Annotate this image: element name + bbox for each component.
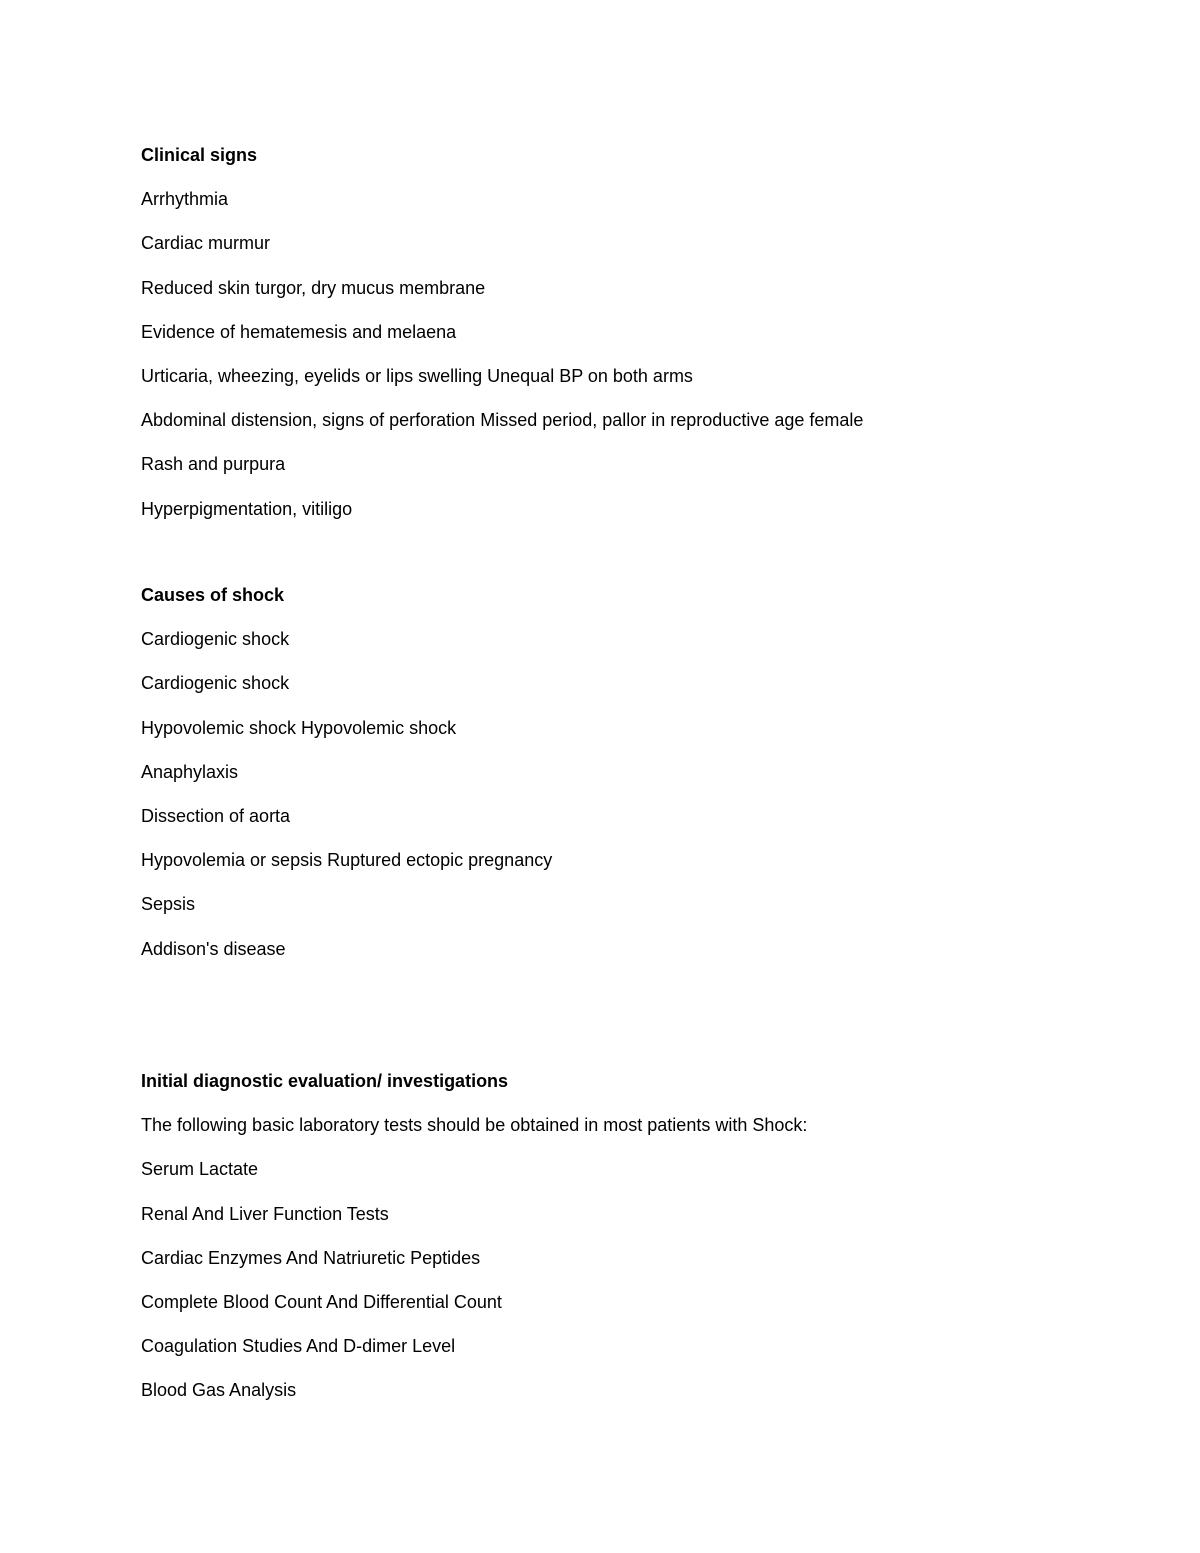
investigations-heading: Initial diagnostic evaluation/ investigations: [141, 1071, 509, 1091]
investigation-item: Blood Gas Analysis: [141, 1380, 297, 1401]
investigation-item: Cardiac Enzymes And Natriuretic Peptides: [141, 1247, 481, 1268]
clinical-sign-item: Rash and purpura: [141, 454, 286, 475]
cause-item: Anaphylaxis: [141, 761, 239, 782]
causes-of-shock-section: [141, 584, 1041, 982]
clinical-sign-item: Arrhythmia: [141, 189, 229, 210]
clinical-sign-item: Cardiac murmur: [141, 233, 271, 254]
clinical-signs-section: [141, 144, 1041, 542]
cause-item: Cardiogenic shock: [141, 673, 290, 694]
clinical-sign-item: Hyperpigmentation, vitiligo: [141, 498, 353, 519]
clinical-signs-heading: Clinical signs: [141, 145, 258, 165]
causes-of-shock-heading: Causes of shock: [141, 585, 285, 605]
clinical-sign-item: Urticaria, wheezing, eyelids or lips swelling Unequal BP on both arms: [141, 365, 693, 386]
cause-item: Hypovolemic shock Hypovolemic shock: [141, 717, 457, 738]
investigations-section: [141, 1070, 1041, 1424]
cause-item: Dissection of aorta: [141, 805, 291, 826]
cause-item: Sepsis: [141, 894, 196, 915]
investigations-intro: The following basic laboratory tests should be obtained in most patients with Shock:: [141, 1115, 808, 1136]
clinical-sign-item: Reduced skin turgor, dry mucus membrane: [141, 277, 486, 298]
investigation-item: Complete Blood Count And Differential Count: [141, 1291, 502, 1312]
clinical-sign-item: Abdominal distension, signs of perforation Missed period, pallor in reproductive age female: [141, 410, 864, 431]
cause-item: Cardiogenic shock: [141, 629, 290, 650]
investigation-item: Serum Lactate: [141, 1159, 259, 1180]
cause-item: Addison's disease: [141, 938, 286, 959]
clinical-sign-item: Evidence of hematemesis and melaena: [141, 321, 457, 342]
cause-item: Hypovolemia or sepsis Ruptured ectopic pregnancy: [141, 850, 553, 871]
investigation-item: Renal And Liver Function Tests: [141, 1203, 389, 1224]
investigation-item: Coagulation Studies And D-dimer Level: [141, 1336, 456, 1357]
